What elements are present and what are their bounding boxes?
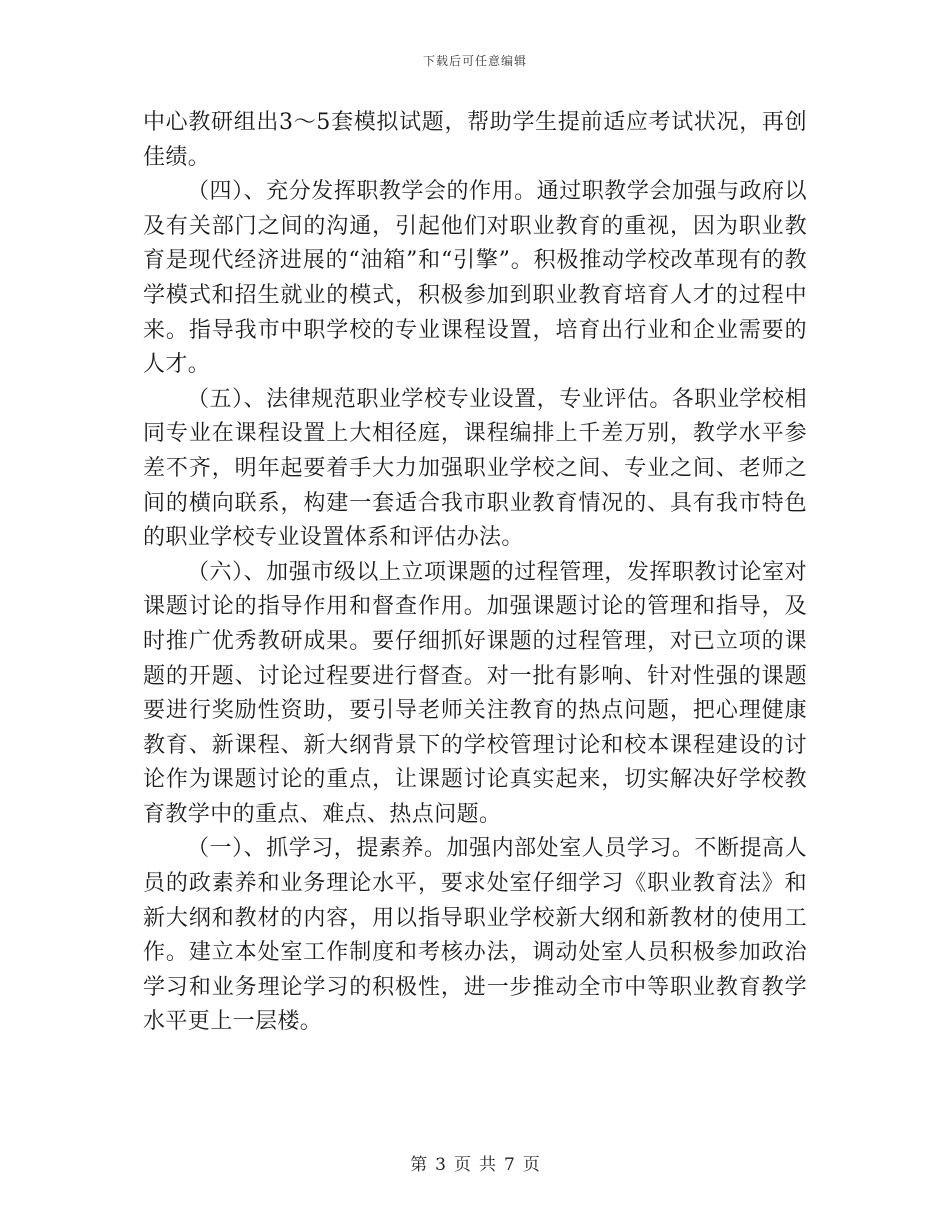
footer-prefix: 第 <box>410 1155 428 1175</box>
footer-total-unit: 页 <box>522 1155 540 1175</box>
current-page-number: 3 <box>435 1155 446 1175</box>
paragraph-section-4: （四）、充分发挥职教学会的作用。通过职教学会加强与政府以及有关部门之间的沟通，引起他们对职业教育的重视，因为职业教育是现代经济进展的“油箱”和“引擎”。积极推动学校改革现有的教学模式和招生就业的模式，积极参加到职业教育培育人才的过程中来。指导我市中职学校的专业课程设置，培育出行业和企业需要的人才。 <box>143 179 807 378</box>
page-header: 下载后可任意编辑 <box>422 54 527 68</box>
total-page-number: 7 <box>504 1155 515 1175</box>
paragraph-section-6: （六）、加强市级以上立项课题的过程管理，发挥职教讨论室对课题讨论的指导作用和督查作用。加强课题讨论的管理和指导，及时推广优秀教研成果。要仔细抓好课题的过程管理，对已立项的课题的开题、讨论过程要进行督查。对一批有影响、针对性强的课题要进行奖励性资助，要引导老师关注教育的热点问题，把心理健康教育、新课程、新大纲背景下的学校管理讨论和校本课程建设的讨论作为课题讨论的重点，让课题讨论真实起来，切实解决好学校教育教学中的重点、难点、热点问题。 <box>143 559 807 827</box>
footer-page-unit: 页 <box>454 1155 471 1175</box>
footer-total-label: 共 <box>479 1155 496 1175</box>
page-footer <box>0 1150 950 1175</box>
paragraph-continuation: 中心教研组出3～5套模拟试题，帮助学生提前适应考试状况，再创佳绩。 <box>143 110 807 170</box>
paragraph-section-1: （一）、抓学习，提素养。加强内部处室人员学习。不断提高人员的政素养和业务理论水平，要求处室仔细学习《职业教育法》和新大纲和教材的内容，用以指导职业学校新大纲和新教材的使用工作。建立本处室工作制度和考核办法，调动处室人员积极参加政治学习和业务理论学习的积极性，进一步推动全市中等职业教育教学水平更上一层楼。 <box>143 836 807 1035</box>
paragraph-section-5: （五）、法律规范职业学校专业设置，专业评估。各职业学校相同专业在课程设置上大相径庭，课程编排上千差万别，教学水平参差不齐，明年起要着手大力加强职业学校之间、专业之间、老师之间的横向联系，构建一套适合我市职业教育情况的、具有我市特色的职业学校专业设置体系和评估办法。 <box>143 386 807 551</box>
document-body <box>143 106 807 1040</box>
